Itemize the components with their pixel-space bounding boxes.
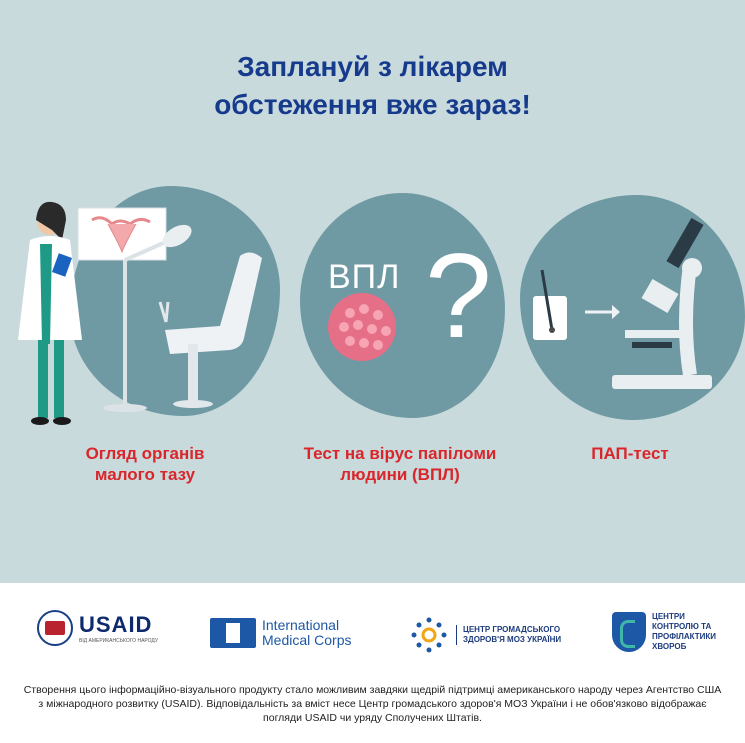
caption-pelvic-exam: Огляд органів малого тазу (85, 444, 205, 484)
usaid-seal-icon (37, 610, 73, 646)
usaid-brand: USAID (79, 612, 153, 637)
exam-chair-illustration (160, 252, 262, 408)
cgz-mark-icon (410, 616, 448, 654)
doctor-illustration (18, 202, 82, 425)
imc-line-1: International (262, 617, 340, 633)
title-line-1: Заплануй з лікарем (237, 51, 508, 82)
question-mark: ? (425, 229, 492, 363)
imc-line-2: Medical Corps (262, 632, 352, 648)
anatomy-board-illustration (78, 208, 166, 260)
cgz-logo (410, 616, 563, 654)
cdc-name: ЦЕНТРИ КОНТРОЛЮ ТА ПРОФІЛАКТИКИ ХВОРОБ (652, 612, 716, 651)
hpv-label: ВПЛ (328, 258, 401, 296)
caption-hpv-test: Тест на вірус папіломи людини (ВПЛ) (303, 444, 497, 484)
microscope-illustration (612, 218, 712, 389)
caption-pap-test: ПАП-тест (591, 444, 669, 463)
imc-mark-icon (210, 618, 256, 648)
usaid-logo (37, 610, 158, 646)
cdc-logo (612, 612, 724, 652)
shield-icon (612, 612, 646, 652)
title-line-2: обстеження вже зараз! (214, 89, 531, 120)
cgz-name: ЦЕНТР ГРОМАДСЬКОГО ЗДОРОВ'Я МОЗ УКРАЇНИ (456, 625, 563, 645)
virus-illustration (328, 293, 396, 361)
usaid-tagline: ВІД АМЕРИКАНСЬКОГО НАРОДУ (79, 638, 159, 644)
beaker-illustration (533, 270, 567, 340)
imc-logo (210, 618, 351, 648)
disclaimer-text: Створення цього інформаційно-візуального продукту стало можливим завдяки щедрій підтримці американського народу через Агентство США з міжнародного розвитку (USAID). Відповідальність за вміст несе Центр громадського здоров'я МОЗ України і не обов'язково відображає погляди USAID чи уряду Сполучених Штатів. (23, 684, 722, 724)
arrow-icon (585, 305, 620, 319)
